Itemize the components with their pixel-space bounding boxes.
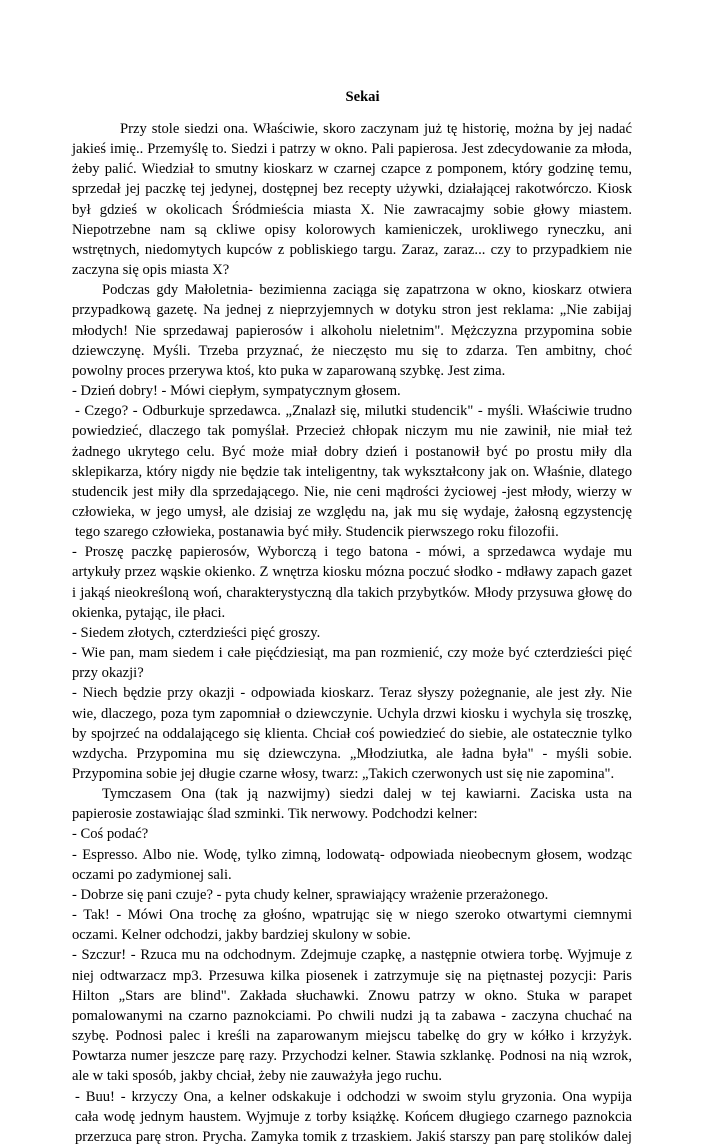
text-line: Przy stole siedzi ona. Właściwie, skoro zaczynam już tę historię, można by jej nadać xyxy=(120,121,632,137)
document-body xyxy=(72,119,632,1147)
text-line: człowieka, w jego umysł, ale dzisiaj ze względu na, jak mu się wydaje, żałosną egzystencję xyxy=(72,503,632,520)
document-title: Sekai xyxy=(345,89,380,105)
text-line: sklepikarza, który nigdy nie będzie tak inteligentny, tak wykształcony jak on. Właśnie, dlatego xyxy=(72,463,632,480)
text-line: Podczas gdy Małoletnia- bezimienna zaciąga się zapatrzona w okno, kioskarz otwiera xyxy=(102,282,632,299)
text-line: tego szarego człowieka, postanawia być miły. Studencik pierwszego roku filozofii. xyxy=(75,524,559,541)
text-line: sprzedał jej paczkę tej jedynej, dostępnej bez recepty używki, działającej rakotwórczo. Kiosk xyxy=(72,181,632,198)
text-line: papierosie zostawiając ślad szminki. Tik nerwowy. Podchodzi kelner: xyxy=(72,806,478,823)
text-line: artykuły przez wąskie okienko. Z wnętrza kiosku mózna poczuć słodko - mdławy zapach gazet xyxy=(72,564,632,581)
text-line: pomalowanymi na czarno paznokciami. Po chwili nudzi ją ta zabawa - zaczyna chuchać na xyxy=(72,1007,632,1024)
text-line: - Czego? - Odburkuje sprzedawca. „Znalazł się, milutki studencik" - myśli. Właściwie trudno xyxy=(75,403,632,420)
text-line: oczami. Kelner odchodzi, jakby bardziej skulony w sobie. xyxy=(72,927,411,944)
text-line: Powtarza numer jeszcze parę razy. Przychodzi kelner. Stawia szklankę. Podnosi na nią wzrok, xyxy=(72,1048,632,1065)
text-line: powolny proces przerywa ktoś, kto puka w zaparowaną szybkę. Jest zima. xyxy=(72,362,506,379)
text-line: młodych! Nie sprzedawaj papierosów i alkoholu nieletnim". Mężczyzna przypomina sobie xyxy=(72,322,632,339)
text-line: - Dzień dobry! - Mówi ciepłym, sympatycznym głosem. xyxy=(72,383,401,400)
text-line: był gdzieś w okolicach Śródmieścia miasta X. Nie zawracajmy sobie głowy miastem. xyxy=(72,201,632,218)
text-line: przy okazji? xyxy=(72,665,144,682)
text-line: oczami po zadymionej sali. xyxy=(72,866,232,883)
text-line: wstrętnych, niedomytych kupców z pobliskiego targu. Zaraz, zaraz... czy to przypadkiem nie xyxy=(72,241,632,258)
text-line: przypadkową gazetę. Na jednej z nieprzyjemnych w dotyku stron jest reklama: „Nie zabijaj xyxy=(72,302,632,319)
text-line: - Proszę paczkę papierosów, Wyborczą i tego batona - mówi, a sprzedawca wydaje mu xyxy=(72,544,632,561)
text-line: powiedzieć, dlaczego tak pomyślał. Przecież chłopak niczym mu nie zawinił, nie miał też xyxy=(72,423,632,440)
text-line: dziewczynę. Myśli. Trzeba przyznać, że nieczęsto mu się to zdarza. Ten ambitny, choć xyxy=(72,342,632,359)
text-line: by spojrzeć na oddalającego się klienta. Chciał coś powiedzieć do siebie, ale ostatecznie tylko xyxy=(72,725,632,742)
text-line: - Buu! - krzyczy Ona, a kelner odskakuje i odchodzi w swoim stylu gryzonia. Ona wypija xyxy=(75,1088,632,1105)
text-line: szybę. Podnosi palec i kreśli na zaparowanym miejscu tabelkę do gry w kółko i krzyżyk. xyxy=(72,1028,632,1045)
text-line: niej odtwarzacz mp3. Przesuwa kilka piosenek i zatrzymuje się na piętnastej pozycji: Paris xyxy=(72,967,632,984)
text-line: - Tak! - Mówi Ona trochę za głośno, wpatrując się w niego szeroko otwartymi ciemnymi xyxy=(72,907,632,924)
text-line: ale w taki sposób, jakby chciał, żeby nie zauważyła jego ruchu. xyxy=(72,1068,442,1085)
text-line: - Dobrze się pani czuje? - pyta chudy kelner, sprawiający wrażenie przerażonego. xyxy=(72,886,549,903)
text-line: Hilton „Stars are blind". Zakłada słuchawki. Znowu patrzy w okno. Stuka w parapet xyxy=(72,987,632,1004)
text-line: i jakąś nieokreśloną woń, charakterystyczną dla takich przybytków. Młody przysuwa głowę do xyxy=(72,584,632,601)
text-line: - Niech będzie przy okazji - odpowiada kioskarz. Teraz słyszy pożegnanie, ale jest zły. Nie xyxy=(72,685,632,702)
text-line: - Wie pan, mam siedem i całe pięćdziesiąt, ma pan rozmienić, czy może być czterdzieści pięć xyxy=(72,645,632,662)
text-line: żeby palić. Wiedział to smutny kioskarz w czarnej czapce z pomponem, który godzinę temu, xyxy=(72,161,632,178)
text-line: wie, dlaczego, poza tym zapomniał o dziewczynie. Uchyla drzwi kiosku i wychyla się troszkę, xyxy=(72,705,632,722)
text-line: Niepotrzebne nam są ckliwe opisy kolorowych kamieniczek, urokliwego ryneczku, ani xyxy=(72,221,632,238)
text-line: - Coś podać? xyxy=(72,826,149,843)
text-line: - Siedem złotych, czterdzieści pięć groszy. xyxy=(72,624,321,641)
text-line: Przypomina sobie jej długie czarne włosy, twarz: „Takich czerwonych ust się nie zapomina". xyxy=(72,766,615,782)
text-line: jakieś imię.. Przemyślę to. Siedzi i patrzy w okno. Pali papierosa. Jest zdecydowanie za młoda, xyxy=(72,141,632,158)
text-line: studencik jest miły dla sprzedającego. Nie, nie ceni mądrości życiowej -jest młody, wierzy w xyxy=(72,483,632,500)
text-line: przerzuca parę stron. Prycha. Zamyka tomik z trzaskiem. Jakiś starszy pan parę stolików dalej xyxy=(75,1128,632,1145)
text-line: - Szczur! - Rzuca mu na odchodnym. Zdejmuje czapkę, a następnie otwiera torbę. Wyjmuje z xyxy=(72,947,632,964)
text-line: cała wodę jednym haustem. Wyjmuje z torby książkę. Końcem długiego czarnego paznokcia xyxy=(75,1108,632,1125)
text-line: wzdycha. Przypomina mu się dziewczyna. „Młodziutka, ale ładna była" - myśli sobie. xyxy=(72,745,632,762)
text-line: żadnego ukrytego celu. Być może miał dobry dzień i postanowił być po prostu miły dla xyxy=(72,443,632,460)
text-line: Tymczasem Ona (tak ją nazwijmy) siedzi dalej w tej kawiarni. Zaciska usta na xyxy=(102,786,632,803)
text-line: - Espresso. Albo nie. Wodę, tylko zimną, lodowatą- odpowiada nieobecnym głosem, wodząc xyxy=(72,846,632,863)
text-line: zaczyna się opis miasta X? xyxy=(72,262,230,279)
text-line: okienka, pytając, ile płaci. xyxy=(72,604,226,621)
